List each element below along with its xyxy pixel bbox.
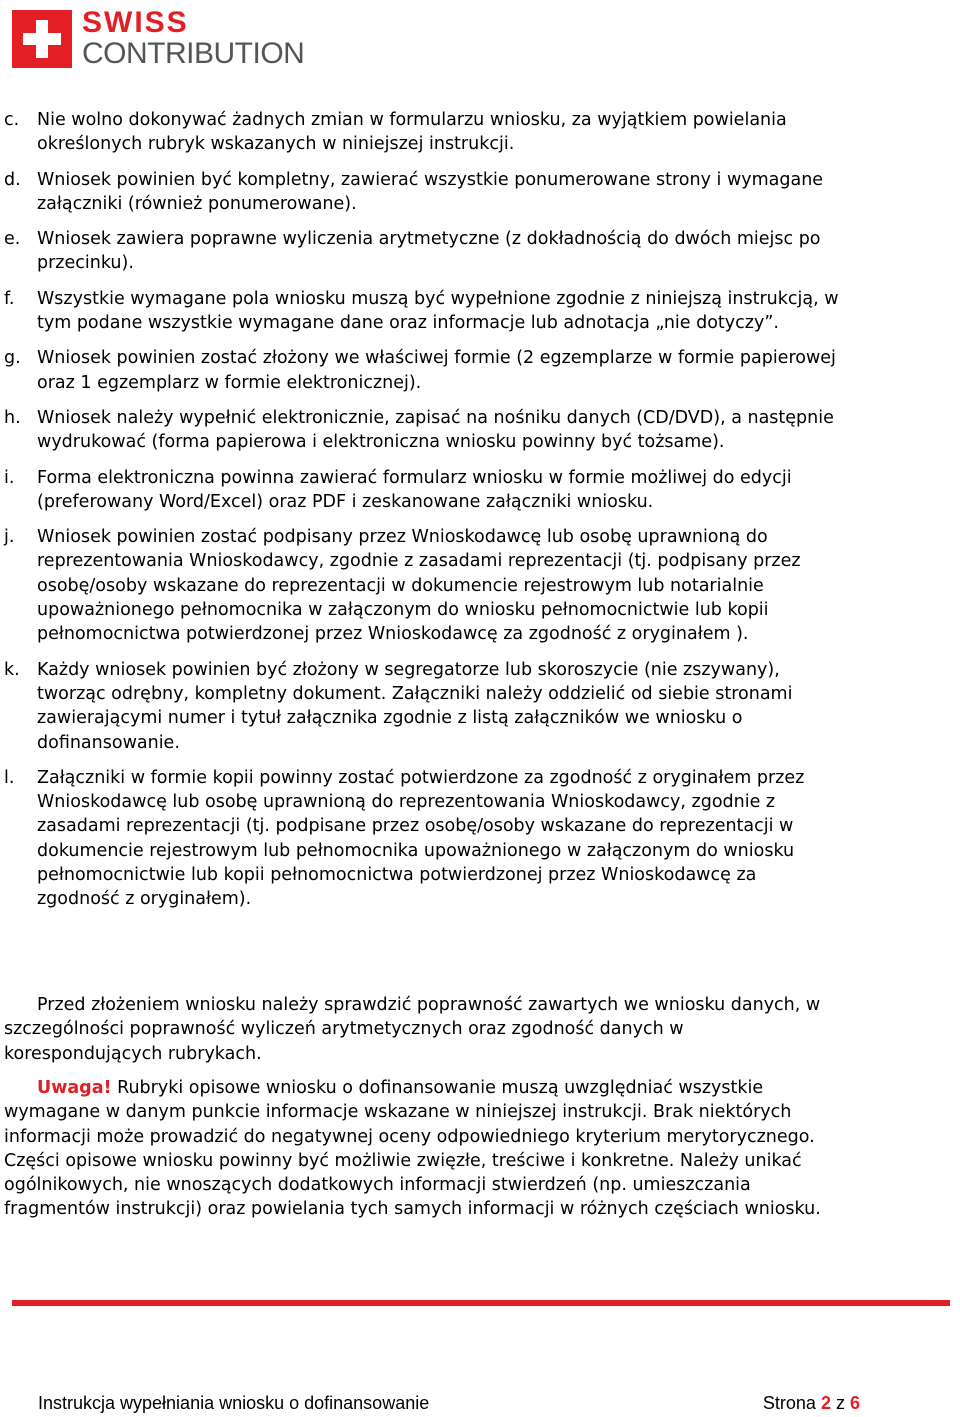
list-item-label: g. (4, 348, 21, 369)
list-item-text: Wniosek powinien być kompletny, zawierać wszystkie ponumerowane strony i wymagane załączniki (również ponumerowane). (37, 169, 824, 214)
instruction-list (4, 108, 844, 923)
list-item (4, 227, 844, 276)
total-pages: 6 (849, 1393, 860, 1413)
list-item-text: Wniosek zawiera poprawne wyliczenia arytmetyczne (z dokładnością do dwóch miejsc po przecinku). (37, 229, 821, 274)
list-item (4, 108, 844, 157)
note-label: Uwaga! (37, 1078, 112, 1098)
logo-line-swiss: SWISS (82, 6, 189, 39)
list-item-text: Wszystkie wymagane pola wniosku muszą być wypełnione zgodnie z niniejszą instrukcją, w tym podane wszystkie wymagane dane oraz informacje lub adnotacja „nie dotyczy”. (37, 288, 839, 334)
list-item-text: Załączniki w formie kopii powinny zostać potwierdzone za zgodność z oryginałem przez Wnioskodawcę lub osobę uprawnioną do reprezentowania Wnioskodawcy, zgodnie z zasadami reprezentacji (tj. podpisane przez osobę/osoby wskazane do reprezentacji w dokumencie rejestrowym lub pełnomocnika upoważnionego w załączonym do wniosku pełnomocnictwie lub kopii pełnomocnictwa potwierdzonej przez Wnioskodawcę za zgodność z oryginałem). (37, 767, 805, 910)
list-item-text: Nie wolno dokonywać żadnych zmian w formularzu wniosku, za wyjątkiem powielania określonych rubryk wskazanych w niniejszej instrukcji. (37, 110, 787, 155)
swiss-contribution-logo (12, 6, 305, 70)
list-item-text: Wniosek powinien zostać podpisany przez Wnioskodawcę lub osobę uprawnioną do reprezentowania Wnioskodawcy, zgodnie z zasadami reprezentacji (tj. podpisany przez osobę/osoby wskazane do reprezentacji w dokumencie rejestrowym lub notarialnie upoważnionego pełnomocnika w załączonym do wniosku pełnomocnictwie lub kopii pełnomocnictwa potwierdzonej przez Wnioskodawcę za zgodność z oryginałem ). (37, 527, 801, 645)
list-item (4, 466, 844, 515)
logo-text (82, 6, 305, 70)
note-paragraph (4, 1076, 834, 1222)
list-item-text: Forma elektroniczna powinna zawierać formularz wniosku w formie możliwej do edycji (preferowany Word/Excel) oraz PDF i zeskanowane załączniki wniosku. (37, 467, 792, 512)
list-item-label: d. (4, 169, 21, 190)
list-item (4, 287, 844, 336)
list-item-label: e. (4, 229, 21, 250)
page-word: Strona (762, 1393, 816, 1413)
swiss-cross-icon (12, 10, 72, 68)
current-page: 2 (820, 1393, 831, 1413)
list-item-label: k. (4, 659, 20, 680)
list-item (4, 766, 844, 912)
of-word: z (835, 1393, 845, 1413)
verification-paragraph: Przed złożeniem wniosku należy sprawdzić poprawność zawartych we wniosku danych, w szczególności poprawność wyliczeń arytmetycznych oraz zgodność danych w korespondujących rubrykach. (4, 995, 821, 1064)
list-item-label: j. (4, 527, 15, 548)
note-text: Rubryki opisowe wniosku o dofinansowanie muszą uwzględniać wszystkie wymagane w danym punkcie informacje wskazane w niniejszej instrukcji. Brak niektórych informacji może prowadzić do negatywnej oceny odpowiedniego kryterium merytorycznego. Części opisowe wniosku powinny być możliwie zwięzłe, treściwe i konkretne. Należy unikać ogólnikowych, nie wnoszących dodatkowych informacji stwierdzeń (np. umieszczania fragmentów instrukcji) oraz powielania tych samych informacji w różnych częściach wniosku. (4, 1078, 821, 1220)
list-item (4, 346, 844, 395)
list-item-label: f. (4, 288, 15, 309)
page-footer (38, 1393, 860, 1414)
list-item (4, 168, 844, 217)
page-indicator (763, 1393, 860, 1414)
list-item (4, 525, 844, 646)
footer-title: Instrukcja wypełniania wniosku o dofinansowanie (38, 1393, 430, 1413)
list-item-text: Wniosek należy wypełnić elektronicznie, zapisać na nośniku danych (CD/DVD), a następnie wydrukować (forma papierowa i elektroniczna wniosku powinny być tożsame). (37, 407, 834, 453)
list-item-label: i. (4, 467, 15, 488)
list-item (4, 658, 844, 755)
list-item (4, 406, 844, 455)
list-item-text: Wniosek powinien zostać złożony we właściwej formie (2 egzemplarze w formie papierowej oraz 1 egzemplarz w formie elektronicznej). (37, 348, 836, 393)
footer-divider (12, 1300, 950, 1306)
list-item-label: h. (4, 407, 21, 428)
list-item-label: c. (4, 110, 20, 130)
list-item-label: l. (4, 767, 15, 788)
list-item-text: Każdy wniosek powinien być złożony w segregatorze lub skoroszycie (nie zszywany), tworząc odrębny, kompletny dokument. Załączniki należy oddzielić od siebie stronami zawierającymi numer i tytuł załącznika zgodnie z listą załączników we wniosku o dofinansowanie. (37, 659, 793, 753)
logo-line-contribution: CONTRIBUTION (82, 37, 305, 70)
